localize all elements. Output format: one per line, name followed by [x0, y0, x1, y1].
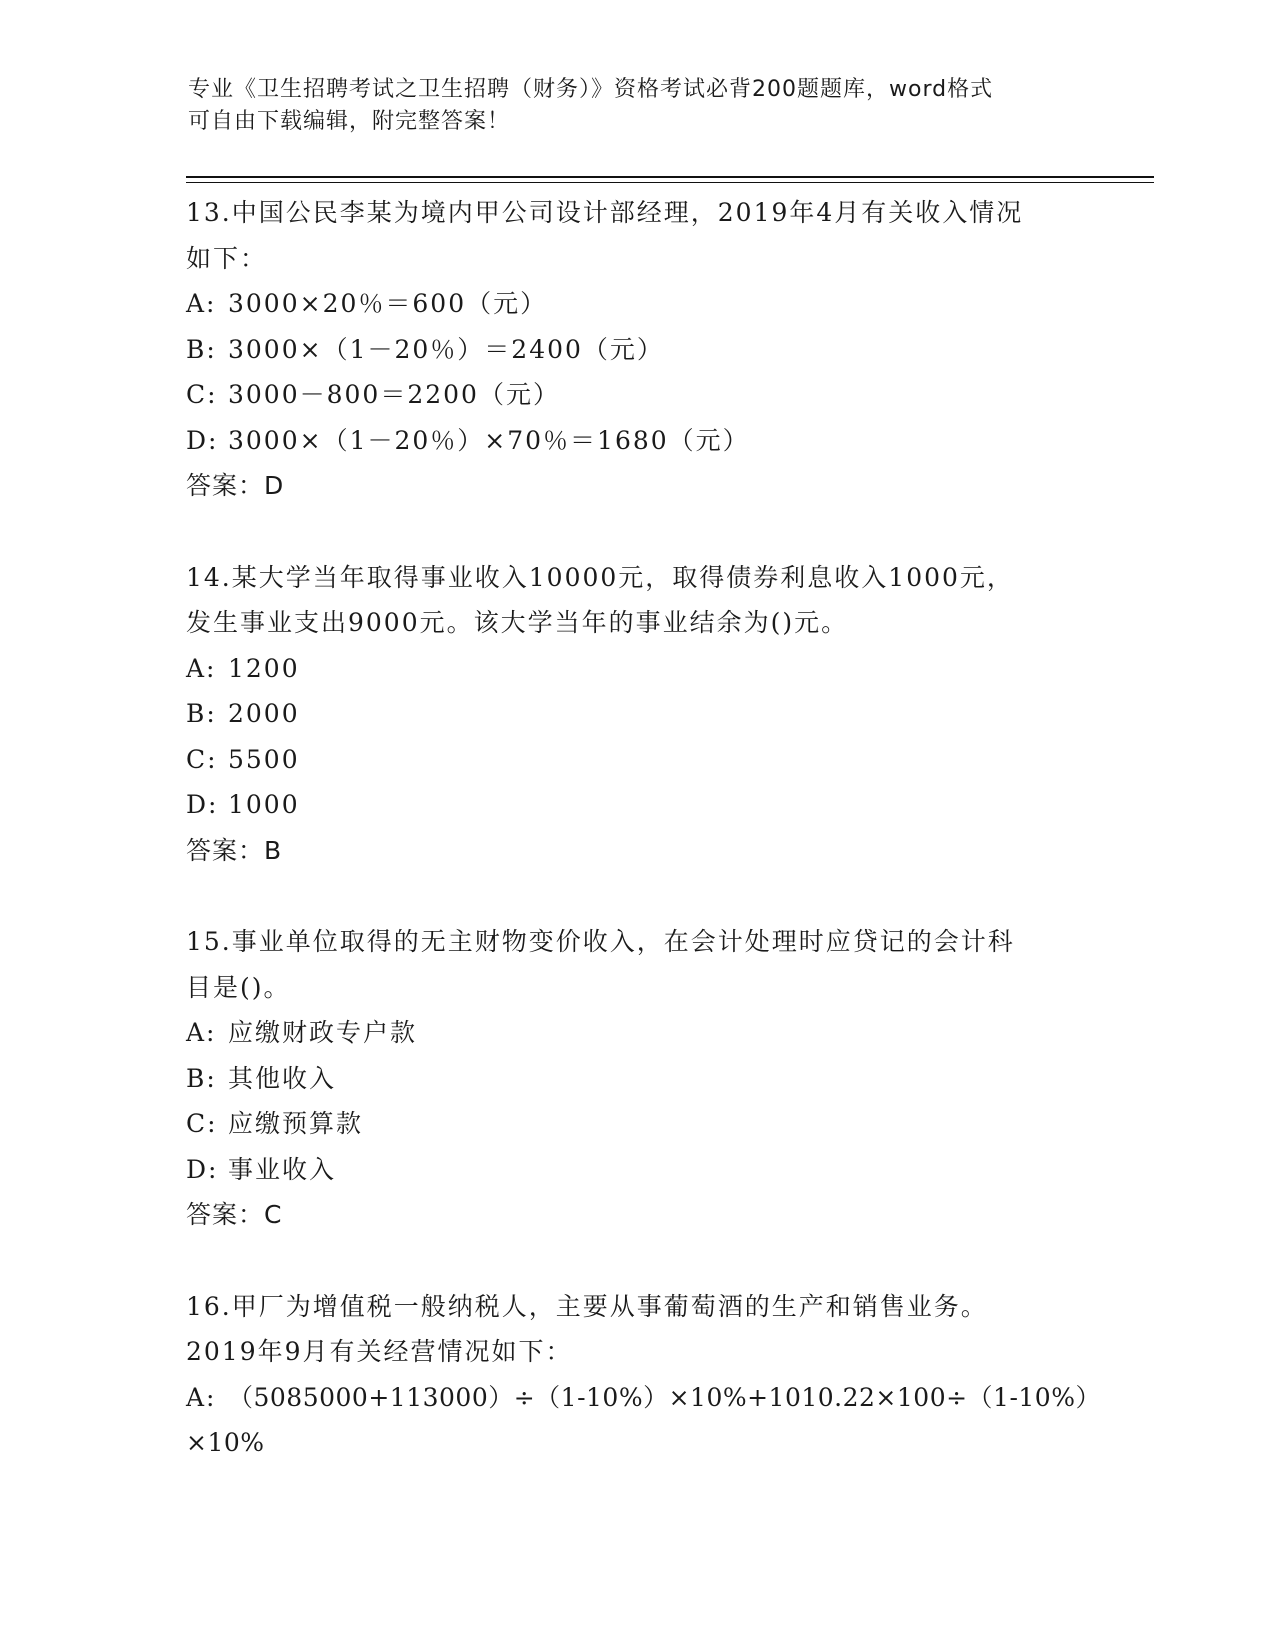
option-key: A: [186, 1382, 217, 1412]
option-text: 应缴预算款 [228, 1109, 364, 1138]
option-key: C: [186, 744, 218, 774]
option-text: （5085000+113000）÷（1-10%）×10%+1010.22×100÷（1-10%） [228, 1382, 1101, 1412]
option-c [186, 372, 1166, 418]
option-b [186, 1056, 1166, 1102]
option-text: 5500 [228, 744, 300, 774]
option-b [186, 691, 1166, 737]
option-key: B: [186, 334, 217, 364]
answer-line: 答案：C [186, 1200, 283, 1229]
question-13 [186, 190, 1166, 509]
option-key: B: [186, 1063, 217, 1093]
option-key: D: [186, 1154, 219, 1184]
option-key: A: [186, 289, 217, 318]
question-stem-line: 15.事业单位取得的无主财物变价收入，在会计处理时应贷记的会计科 [186, 927, 1015, 956]
option-d [186, 1147, 1166, 1193]
question-16 [186, 1284, 1166, 1466]
option-b [186, 327, 1166, 373]
document-header [188, 74, 1088, 138]
question-15 [186, 919, 1166, 1238]
option-a-continuation: ×10% [186, 1428, 265, 1457]
option-text: 3000×（1－20％）×70％＝1680（元） [228, 425, 750, 455]
question-stem-line: 目是()。 [186, 972, 291, 1002]
option-key: C: [186, 1109, 218, 1138]
option-d [186, 782, 1166, 828]
option-a [186, 1010, 1166, 1056]
option-a [186, 646, 1166, 692]
answer-line: 答案：B [186, 835, 283, 865]
header-line-2: 可自由下载编辑，附完整答案！ [188, 109, 511, 134]
question-stem-line: 16.甲厂为增值税一般纳税人，主要从事葡萄酒的生产和销售业务。 [186, 1291, 988, 1321]
option-key: A: [186, 1018, 217, 1047]
question-stem-line: 如下： [186, 243, 268, 273]
question-stem-line: 14.某大学当年取得事业收入10000元，取得债券利息收入1000元， [186, 562, 1014, 592]
option-a [186, 281, 1166, 327]
option-text: 3000－800＝2200（元） [228, 380, 560, 409]
option-text: 3000×20％＝600（元） [228, 289, 548, 318]
option-text: 3000×（1－20％）＝2400（元） [228, 334, 664, 364]
option-key: D: [186, 790, 219, 819]
option-key: C: [186, 380, 218, 409]
header-line-1: 专业《卫生招聘考试之卫生招聘（财务）》资格考试必背200题题库，word格式 [188, 77, 994, 102]
option-c [186, 1101, 1166, 1147]
option-text: 1200 [228, 653, 300, 683]
option-text: 应缴财政专户款 [228, 1018, 418, 1047]
option-text: 事业收入 [228, 1154, 337, 1184]
option-a [186, 1375, 1166, 1421]
option-text: 1000 [228, 790, 300, 819]
answer-line: 答案：D [186, 471, 285, 500]
option-text: 2000 [228, 699, 300, 728]
question-stem-line: 发生事业支出9000元。该大学当年的事业结余为()元。 [186, 608, 849, 637]
option-key: D: [186, 425, 219, 455]
question-stem-line: 13.中国公民李某为境内甲公司设计部经理，2019年4月有关收入情况 [186, 198, 1024, 227]
option-key: B: [186, 699, 217, 728]
option-c [186, 737, 1166, 783]
header-divider-thick [186, 176, 1154, 178]
question-14 [186, 555, 1166, 874]
question-list [186, 190, 1166, 1512]
option-text: 其他收入 [228, 1063, 337, 1093]
header-divider-thin [186, 182, 1154, 183]
question-stem-line: 2019年9月有关经营情况如下： [186, 1337, 573, 1366]
option-d [186, 418, 1166, 464]
option-key: A: [186, 653, 217, 683]
